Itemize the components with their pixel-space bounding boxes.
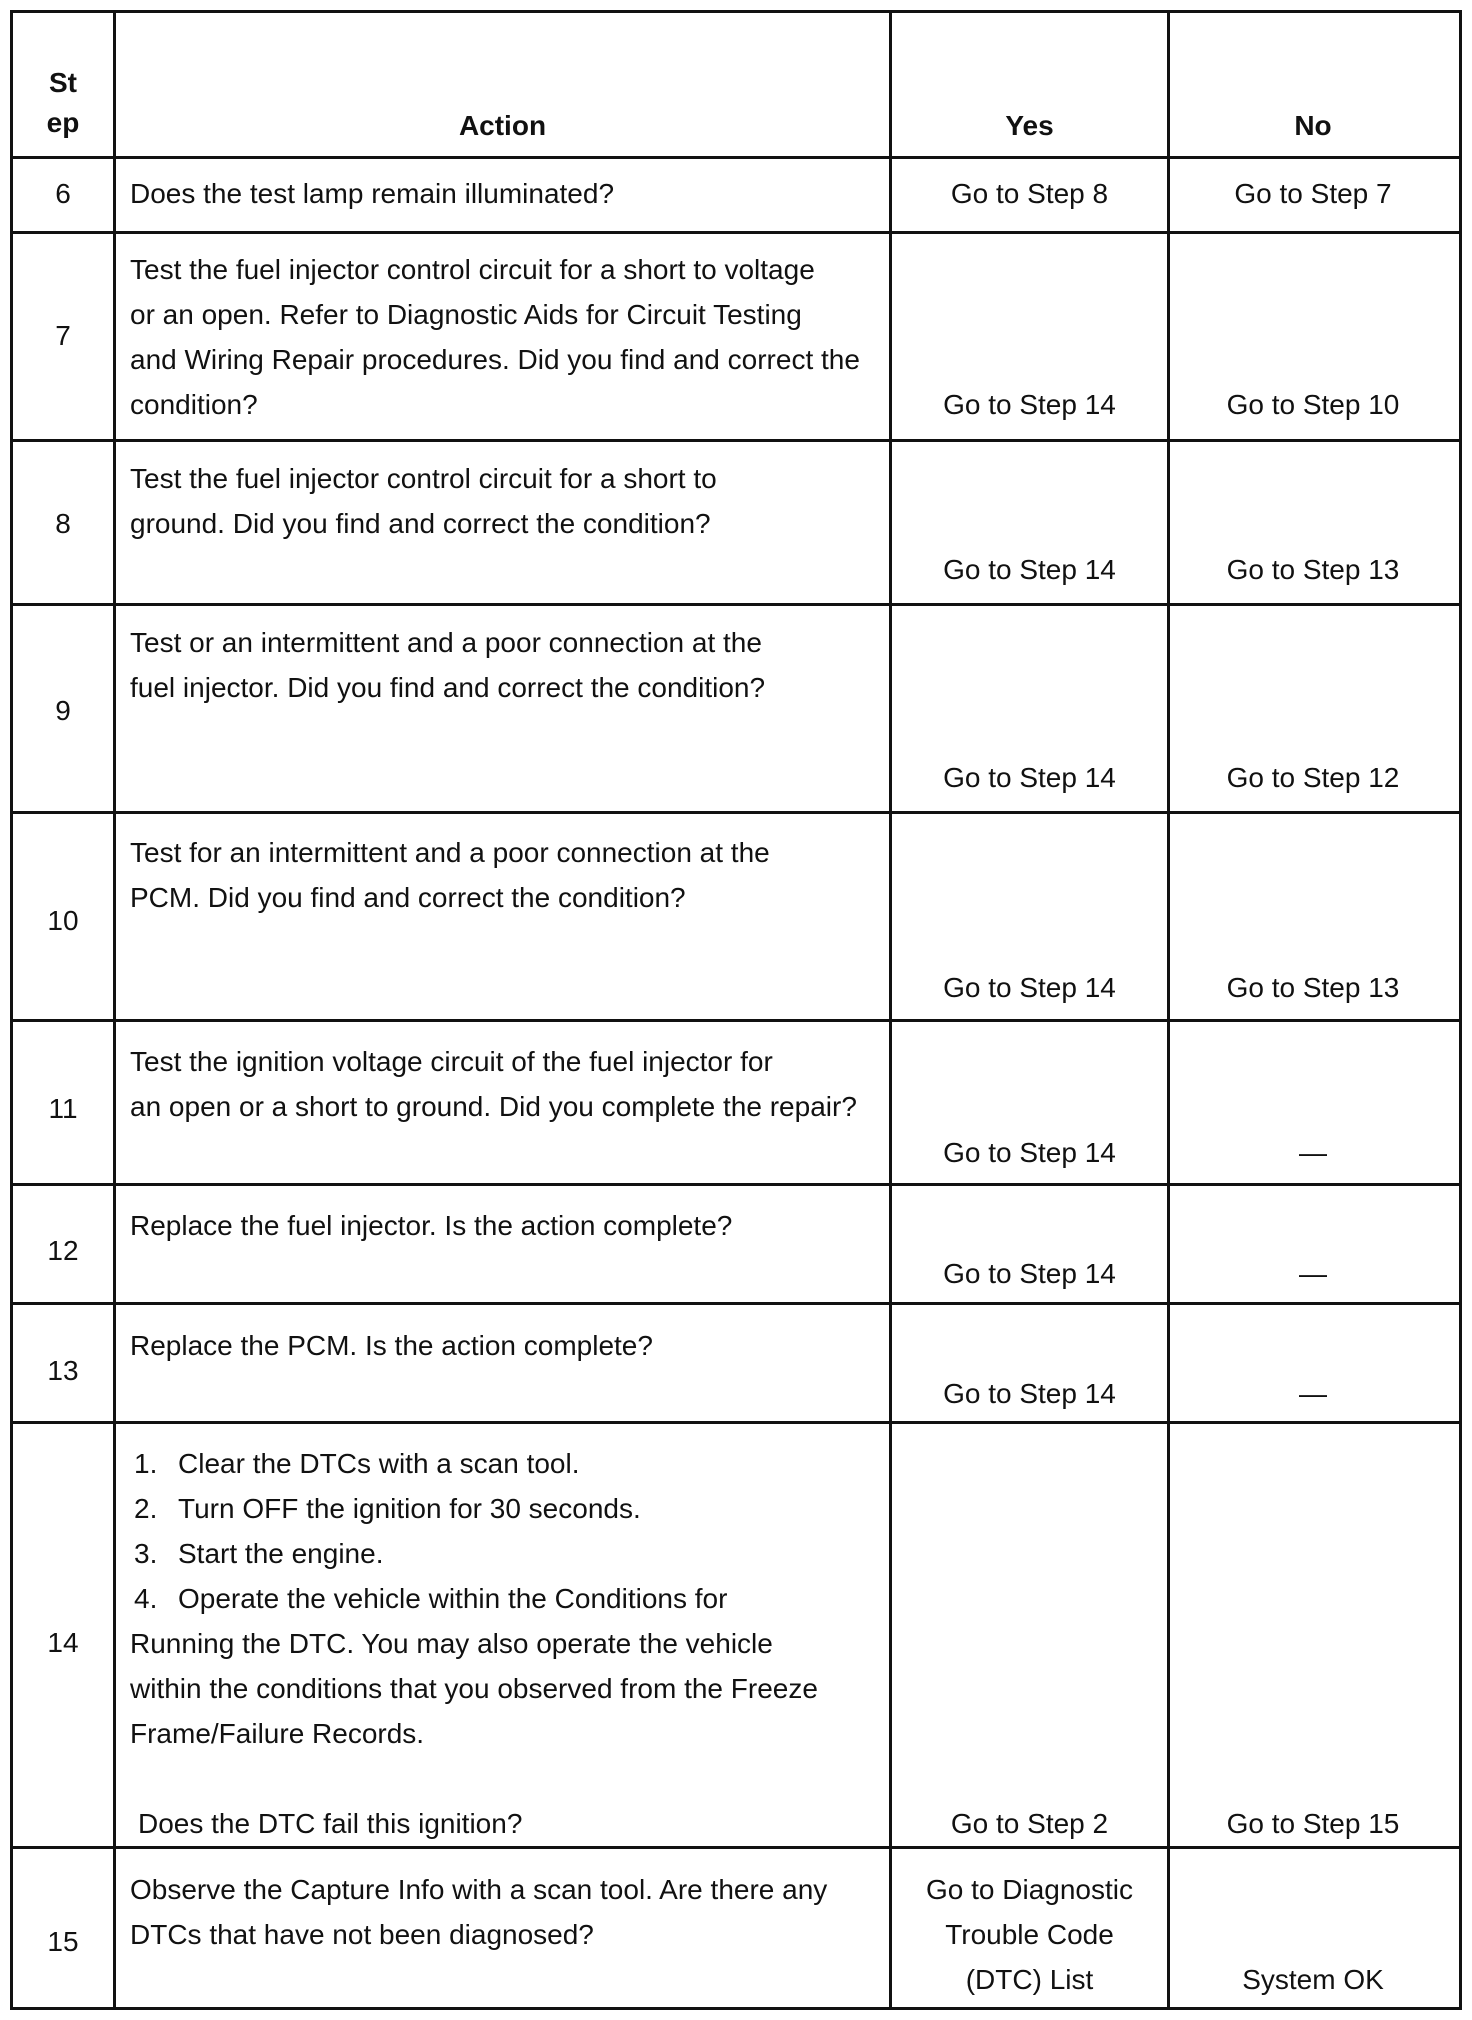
action-line: Test the fuel injector control circuit for a short to	[130, 463, 717, 494]
row-divider	[13, 1421, 1459, 1424]
step-number: 13	[47, 1355, 79, 1386]
action-line: Running the DTC. You may also operate the vehicle	[130, 1628, 773, 1659]
list-text: Operate the vehicle within the Conditions for	[178, 1583, 728, 1614]
list-text: Clear the DTCs with a scan tool.	[178, 1448, 580, 1479]
diagnostic-table	[10, 10, 1462, 2010]
no-result: Go to Step 7	[1234, 178, 1392, 209]
yes-result: Go to Step 14	[943, 389, 1116, 420]
yes-result-line: Go to Diagnostic	[926, 1874, 1133, 1905]
list-item	[130, 1441, 875, 1486]
step-number: 10	[47, 905, 79, 936]
action-line: Test for an intermittent and a poor connection at the	[130, 837, 770, 868]
yes-result: Go to Step 14	[943, 554, 1116, 585]
action-text	[116, 247, 889, 427]
list-item	[130, 1576, 875, 1621]
row-divider	[13, 439, 1459, 442]
list-item	[130, 1531, 875, 1576]
header-no: No	[1294, 110, 1332, 141]
list-number: 4.	[134, 1583, 158, 1614]
step-number: 12	[47, 1235, 79, 1266]
yes-result: Go to Step 14	[943, 1137, 1116, 1168]
no-result: System OK	[1242, 1964, 1384, 1995]
col-divider	[1167, 13, 1170, 2007]
step-number: 8	[55, 508, 71, 539]
yes-result-line: Trouble Code	[945, 1919, 1114, 1950]
list-number: 2.	[134, 1493, 158, 1524]
action-line: ground. Did you find and correct the condition?	[130, 508, 711, 539]
step-number: 9	[55, 695, 71, 726]
row-divider	[13, 156, 1459, 159]
step-number: 11	[48, 1093, 78, 1124]
action-line: Frame/Failure Records.	[130, 1718, 425, 1749]
action-line: Test the fuel injector control circuit for a short to voltage	[130, 254, 815, 285]
header-step-line-2: ep	[46, 107, 80, 138]
yes-result: Go to Step 14	[943, 1378, 1116, 1409]
row-divider	[13, 1302, 1459, 1305]
action-line: Observe the Capture Info with a scan tool. Are there any	[130, 1874, 828, 1905]
no-result: —	[1299, 1378, 1327, 1409]
no-result: —	[1299, 1137, 1327, 1168]
row-divider	[13, 811, 1459, 814]
yes-result: Go to Step 14	[943, 1258, 1116, 1289]
list-text: Turn OFF the ignition for 30 seconds.	[178, 1493, 641, 1524]
step-number: 15	[47, 1926, 79, 1957]
row-divider	[13, 1019, 1459, 1022]
list-text: Start the engine.	[178, 1538, 384, 1569]
header-action: Action	[458, 110, 547, 141]
action-line: within the conditions that you observed from the Freeze	[130, 1673, 818, 1704]
list-item	[130, 1486, 875, 1531]
action-line: Test the ignition voltage circuit of the fuel injector for	[130, 1046, 773, 1077]
header-yes: Yes	[1005, 110, 1054, 141]
action-line: condition?	[130, 389, 258, 420]
action-line: fuel injector. Did you find and correct the condition?	[130, 672, 766, 703]
action-line: Test or an intermittent and a poor connection at the	[130, 627, 762, 658]
row-divider	[13, 603, 1459, 606]
action-line: DTCs that have not been diagnosed?	[130, 1919, 594, 1950]
no-result: Go to Step 15	[1226, 1808, 1400, 1839]
step-number: 6	[55, 178, 71, 209]
action-line: an open or a short to ground. Did you complete the repair?	[130, 1091, 857, 1122]
yes-result: Go to Step 14	[943, 762, 1116, 793]
yes-result: Go to Step 14	[943, 972, 1116, 1003]
action-text	[116, 620, 889, 710]
action-line: Replace the PCM. Is the action complete?	[130, 1330, 653, 1361]
yes-result-line: (DTC) List	[965, 1964, 1094, 1995]
row-divider	[13, 1846, 1459, 1849]
no-result: Go to Step 10	[1226, 389, 1400, 420]
no-result: —	[1299, 1258, 1327, 1289]
action-line: Replace the fuel injector. Is the action complete?	[130, 1210, 733, 1241]
step-number: 7	[55, 320, 71, 351]
header-step-line-1: St	[49, 67, 77, 98]
row-divider	[13, 1183, 1459, 1186]
list-number: 3.	[134, 1538, 158, 1569]
action-text	[116, 1323, 889, 1368]
action-spacer	[130, 1756, 875, 1801]
action-text	[116, 456, 889, 546]
no-result: Go to Step 12	[1226, 762, 1400, 793]
list-number: 1.	[134, 1448, 158, 1479]
action-text	[116, 1039, 889, 1129]
action-line: and Wiring Repair procedures. Did you find and correct the	[130, 344, 860, 375]
no-result: Go to Step 13	[1226, 972, 1400, 1003]
header-step	[13, 63, 113, 143]
no-result: Go to Step 13	[1226, 554, 1400, 585]
action-line: PCM. Did you find and correct the condition?	[130, 882, 686, 913]
action-text	[116, 1203, 889, 1248]
action-text	[116, 1441, 889, 1846]
action-text	[116, 171, 889, 216]
action-question: Does the DTC fail this ignition?	[138, 1808, 523, 1839]
step-number: 14	[47, 1627, 79, 1658]
yes-result	[892, 1867, 1167, 2002]
col-divider	[889, 13, 892, 2007]
yes-result: Go to Step 2	[950, 1808, 1109, 1839]
row-divider	[13, 231, 1459, 234]
action-line: or an open. Refer to Diagnostic Aids for Circuit Testing	[130, 299, 802, 330]
action-text	[116, 830, 889, 920]
action-line: Does the test lamp remain illuminated?	[130, 178, 615, 209]
yes-result: Go to Step 8	[950, 178, 1109, 209]
action-text	[116, 1867, 889, 1957]
